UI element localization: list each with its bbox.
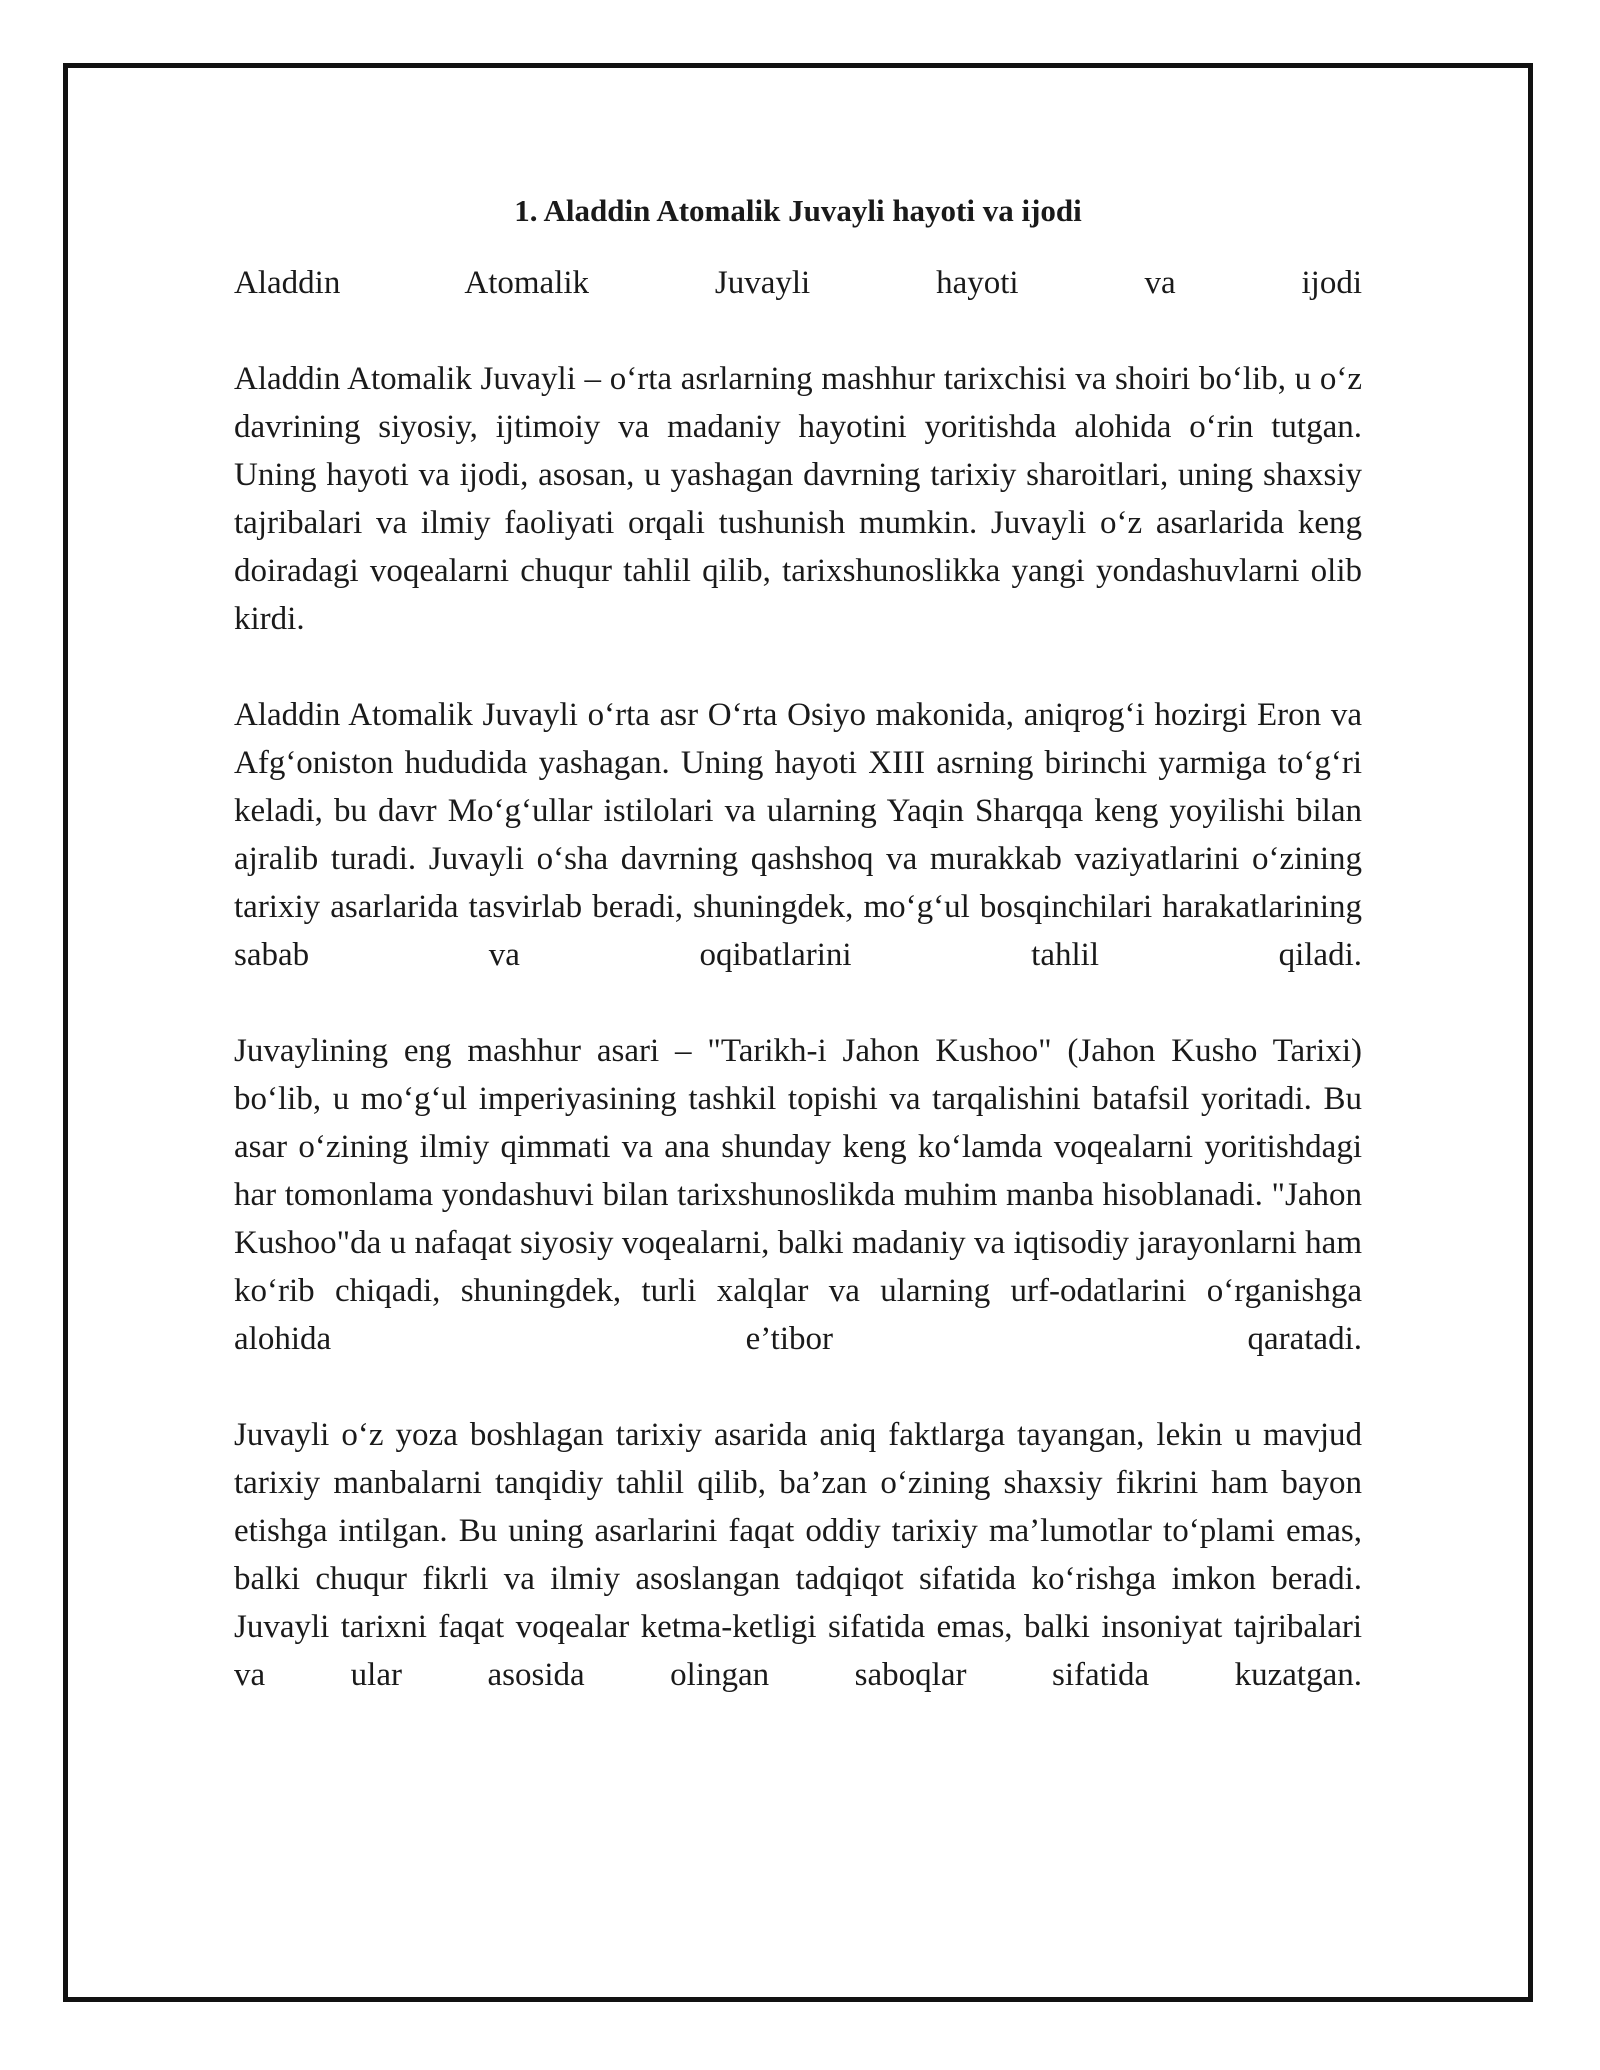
document-title: 1. Aladdin Atomalik Juvayli hayoti va ijodi	[514, 193, 1082, 228]
document-subtitle: Aladdin Atomalik Juvayli hayoti va ijodi	[234, 265, 1362, 301]
paragraph-2: Aladdin Atomalik Juvayli o‘rta asr O‘rta Osiyo makonida, aniqrog‘i hozirgi Eron va Afg‘oniston hududida yashagan. Uning hayoti XIII asrning birinchi yarmiga to‘g‘ri keladi, bu davr Mo‘g‘ullar istilolari va ularning Yaqin Sharqqa keng yoyilishi bilan ajralib turadi. Juvayli o‘sha davrning qashshoq va murakkab vaziyatlarini o‘zining tarixiy asarlarida tasvirlab beradi, shuningdek, mo‘g‘ul bosqinchilari harakatlarining sabab va oqibatlarini tahlil qiladi.	[234, 697, 1362, 973]
paragraph-4: Juvayli o‘z yoza boshlagan tarixiy asarida aniq faktlarga tayangan, lekin u mavjud tarixiy manbalarni tanqidiy tahlil qilib, ba’zan o‘zining shaxsiy fikrini ham bayon etishga intilgan. Bu uning asarlarini faqat oddiy tarixiy ma’lumotlar to‘plami emas, balki chuqur fikrli va ilmiy asoslangan tadqiqot sifatida ko‘rishga imkon beradi. Juvayli tarixni faqat voqealar ketma-ketligi sifatida emas, balki insoniyat tajribalari va ular asosida olingan saboqlar sifatida kuzatgan.	[234, 1417, 1362, 1693]
paragraph-1: Aladdin Atomalik Juvayli – o‘rta asrlarning mashhur tarixchisi va shoiri bo‘lib, u o‘z davrining siyosiy, ijtimoiy va madaniy hayotini yoritishda alohida o‘rin tutgan. Uning hayoti va ijodi, asosan, u yashagan davrning tarixiy sharoitlari, uning shaxsiy tajribalari va ilmiy faoliyati orqali tushunish mumkin. Juvayli o‘z asarlarida keng doiradagi voqealarni chuqur tahlil qilib, tarixshunoslikka yangi yondashuvlarni olib kirdi.	[234, 361, 1362, 637]
paragraph-3: Juvaylining eng mashhur asari – "Tarikh-i Jahon Kushoo" (Jahon Kusho Tarixi) bo‘lib, u mo‘g‘ul imperiyasining tashkil topishi va tarqalishini batafsil yoritadi. Bu asar o‘zining ilmiy qimmati va ana shunday keng ko‘lamda voqealarni yoritishdagi har tomonlama yondashuvi bilan tarixshunoslikda muhim manba hisoblanadi. "Jahon Kushoo"da u nafaqat siyosiy voqealarni, balki madaniy va iqtisodiy jarayonlarni ham ko‘rib chiqadi, shuningdek, turli xalqlar va ularning urf-odatlarini o‘rganishga alohida e’tibor qaratadi.	[234, 1033, 1362, 1357]
document-body	[234, 188, 1362, 1747]
